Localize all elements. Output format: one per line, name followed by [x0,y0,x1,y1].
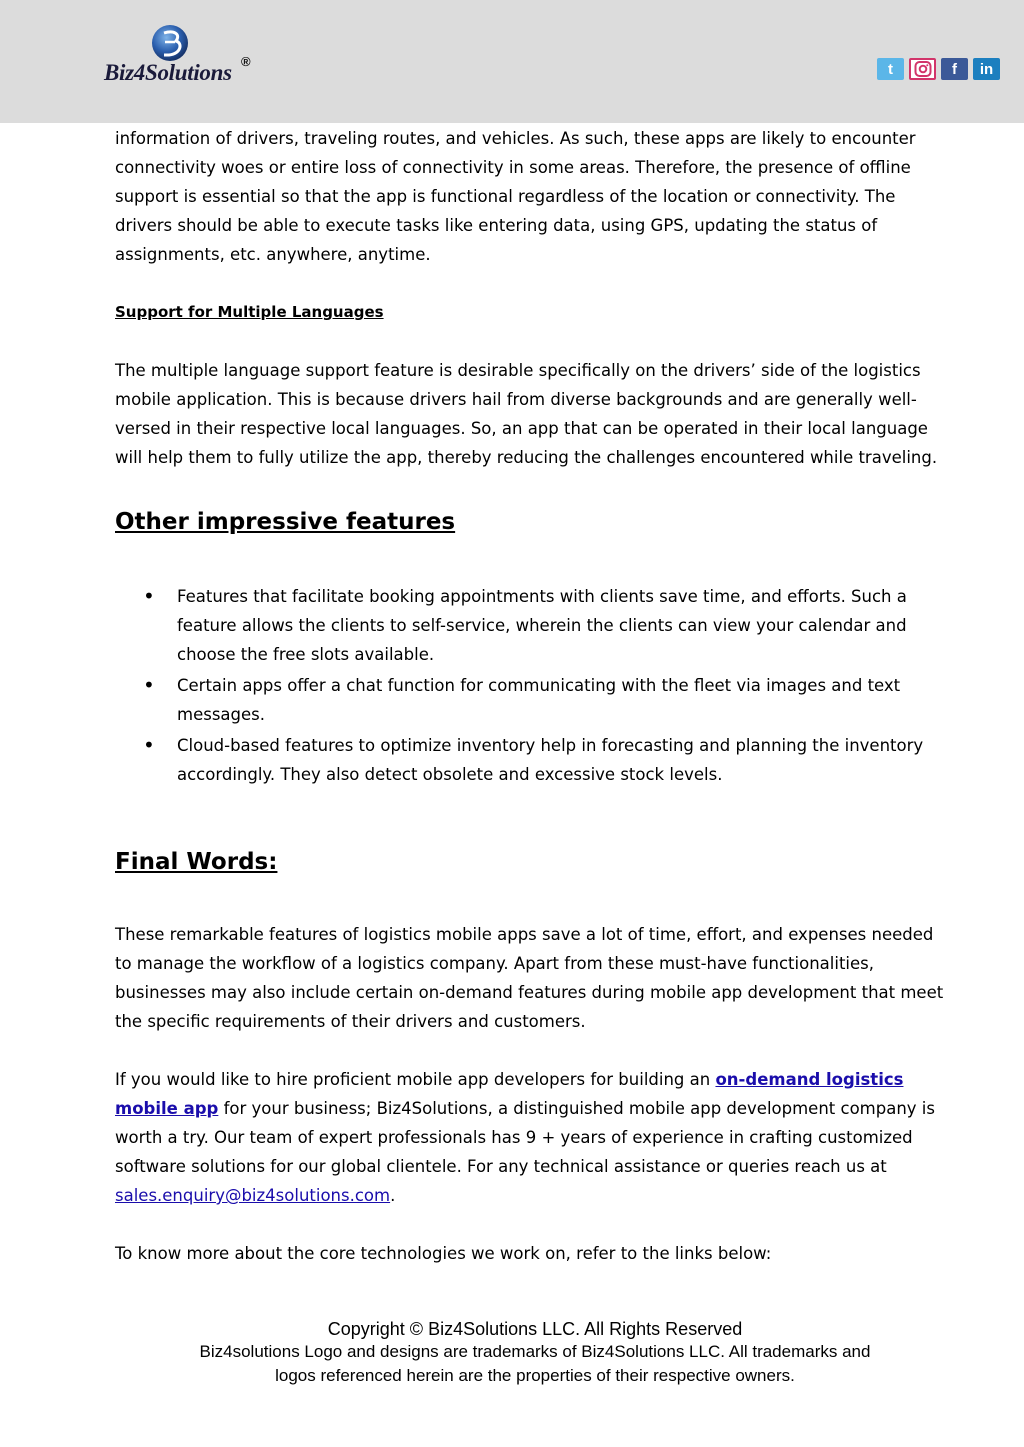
document-body [115,124,945,1268]
email-link[interactable]: sales.enquiry@biz4solutions.com [115,1186,391,1205]
paragraph-final-words: These remarkable features of logistics mobile apps save a lot of time, effort, and expenses needed to manage the workflow of a logistics company. Apart from these must-have functionalities, businesses may also include certain on-demand features during mobile app development that meet the specific requirements of their drivers and customers. [115,925,944,1031]
heading-multiple-languages: Support for Multiple Languages [115,303,384,321]
list-item: • Cloud-based features to optimize inventory help in forecasting and planning the inventory accordingly. They also detect obsolete and excessive stock levels. [115,731,945,789]
page-footer [0,1318,1024,1388]
on-demand-logistics-link[interactable]: on-demand logistics mobile app [115,1070,904,1118]
linkedin-icon[interactable]: in [973,58,1000,80]
paragraph-offline-support: information of drivers, traveling routes, and vehicles. As such, these apps are likely to encounter connectivity woes or entire loss of connectivity in some areas. Therefore, the presence of offline support is essential so that the app is functional regardless of the location or connectivity. The drivers should be able to execute tasks like entering data, using GPS, updating the status of assignments, etc. anywhere, anytime. [115,129,916,264]
logo-globe-icon [150,24,194,64]
trademark-line-2: logos referenced herein are the properties of their respective owners. [275,1366,795,1385]
social-links [877,58,1000,80]
features-list [115,582,945,789]
twitter-icon[interactable]: t [877,58,904,80]
facebook-icon[interactable]: f [941,58,968,80]
paragraph-languages: The multiple language support feature is desirable specifically on the drivers’ side of the logistics mobile application. This is because drivers hail from diverse backgrounds and are generally well-versed in their respective local languages. So, an app that can be operated in their local language will help them to fully utilize the app, thereby reducing the challenges encountered while traveling. [115,361,938,467]
list-item: • Features that facilitate booking appointments with clients save time, and efforts. Such a feature allows the clients to self-service, wherein the clients can view your calendar and choose the free slots available. [115,582,945,669]
list-item: • Certain apps offer a chat function for communicating with the fleet via images and text messages. [115,671,945,729]
instagram-icon[interactable] [909,58,936,80]
hire-text-mid: for your business; Biz4Solutions, a distinguished mobile app development company is worth a try. Our team of expert professionals has 9 + years of experience in crafting customized software solutions for our global clientele. For any technical assistance or queries reach us at [115,1099,935,1176]
logo-wordmark: Biz4Solutions [104,60,232,85]
paragraph-core-technologies: To know more about the core technologies we work on, refer to the links below: [115,1244,772,1263]
paragraph-hire-developers [115,1065,945,1210]
hire-text-start: If you would like to hire proficient mobile app developers for building an [115,1070,716,1089]
registered-mark: ® [241,54,251,69]
copyright-line: Copyright © Biz4Solutions LLC. All Rights Reserved [327,1319,743,1339]
company-logo[interactable] [104,24,264,94]
page-header [0,0,1024,123]
heading-other-features: Other impressive features [115,509,456,535]
heading-final-words: Final Words: [115,849,278,875]
hire-text-end: . [390,1186,396,1205]
trademark-line-1: Biz4solutions Logo and designs are trademarks of Biz4Solutions LLC. All trademarks and [199,1342,871,1361]
